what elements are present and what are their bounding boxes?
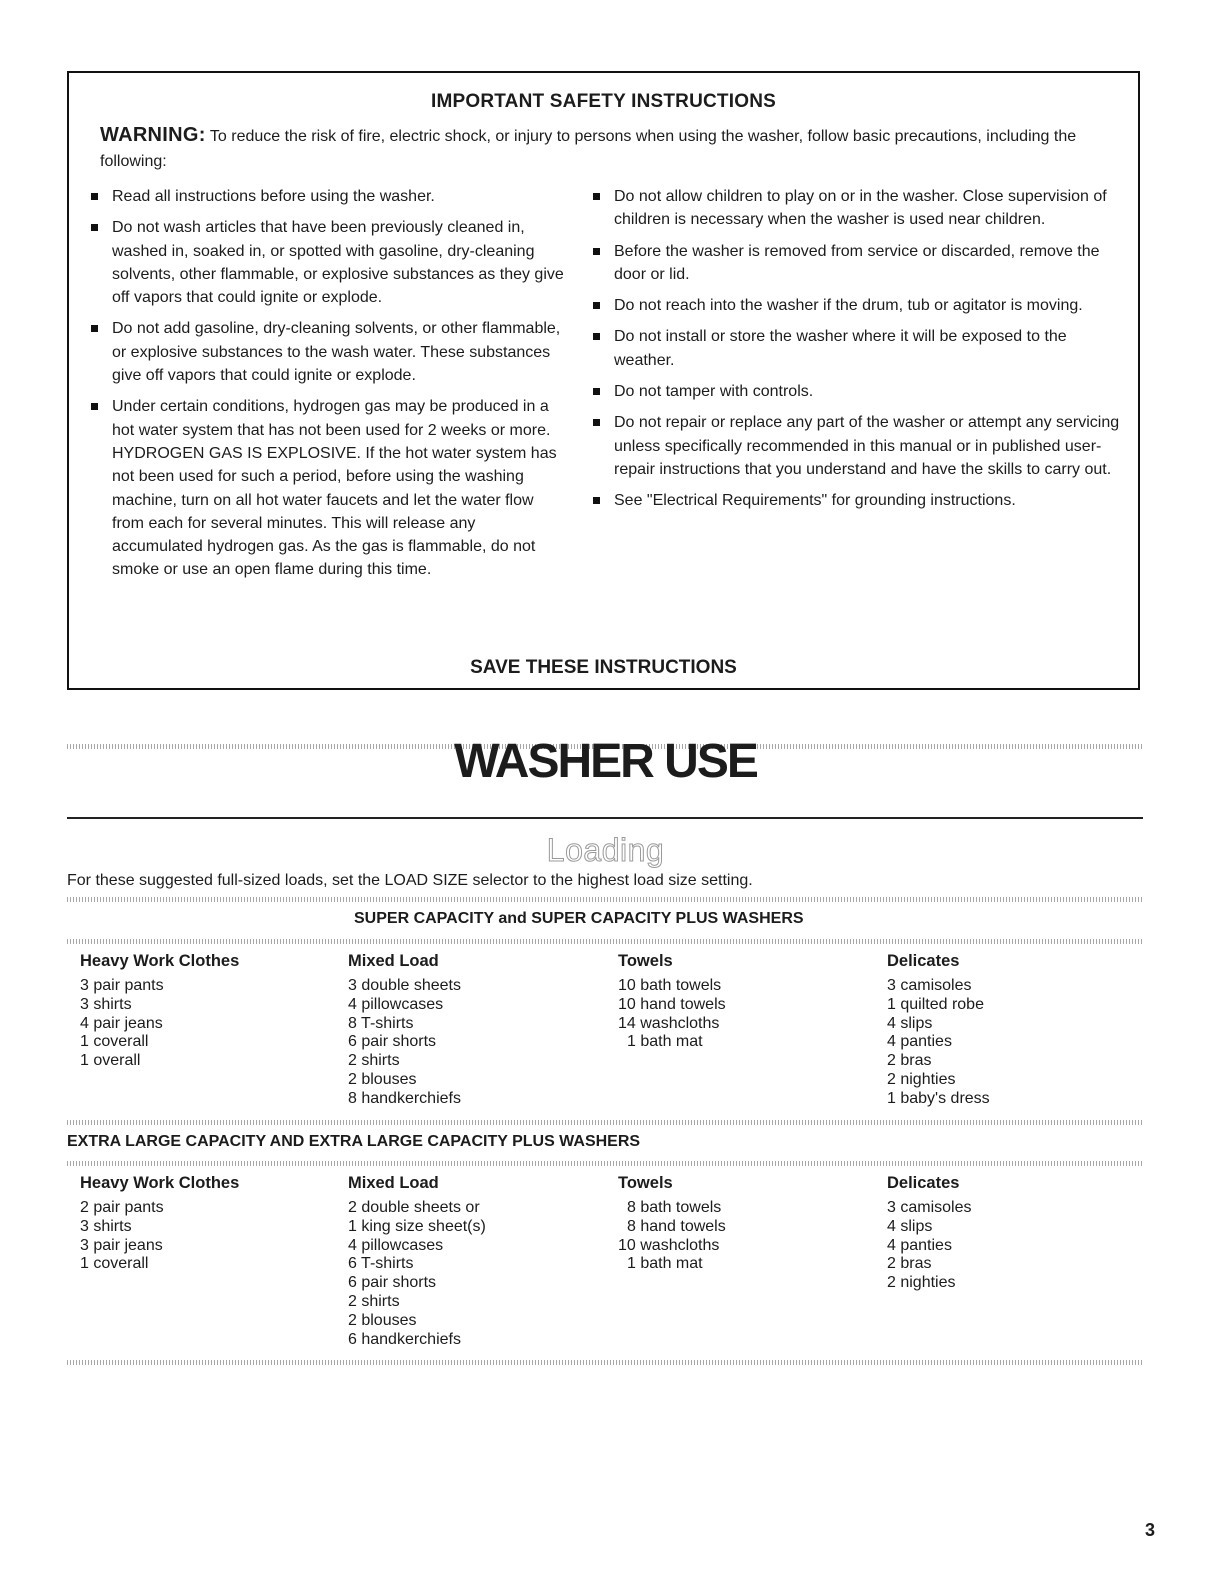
section-title: WASHER USE [454, 735, 757, 788]
warning-statement [100, 123, 1114, 174]
list-item: 3 camisoles [887, 977, 972, 994]
list-item: 3 pair pants [80, 977, 164, 994]
list-item: 1 bath mat [627, 1033, 703, 1051]
column-header: Towels [618, 1174, 673, 1192]
list-item: 2 pair pants [80, 1199, 164, 1216]
list-item: 4 slips [887, 1014, 933, 1032]
list-item: 2 nighties [887, 1070, 956, 1088]
list-item: 8 T-shirts [348, 1014, 414, 1032]
safety-item: Before the washer is removed from service or discarded, remove the door or lid. [590, 240, 1120, 287]
list-item: 3 pair jeans [80, 1236, 163, 1254]
list-item: 1 coverall [80, 1033, 149, 1051]
list-item: 1 overall [80, 1052, 141, 1070]
list-item: 3 camisoles [887, 1199, 972, 1216]
list-item: 4 pair jeans [80, 1014, 163, 1032]
bullet-icon [91, 403, 98, 410]
bullet-icon [593, 333, 600, 340]
list-item: 2 bras [887, 1052, 932, 1070]
list-item: 8 bath towels [627, 1199, 722, 1216]
bullet-icon [593, 193, 600, 200]
safety-item: Do not reach into the washer if the drum, tub or agitator is moving. [590, 294, 1120, 317]
list-item: 8 handkerchiefs [348, 1089, 461, 1107]
load-list [618, 977, 726, 1052]
hatched-divider [67, 939, 1143, 944]
save-instructions-label: SAVE THESE INSTRUCTIONS [470, 657, 737, 678]
list-item: 10 washcloths [618, 1236, 720, 1254]
hatched-divider [67, 1161, 1143, 1166]
load-list [887, 977, 990, 1109]
list-item: 10 bath towels [618, 977, 722, 994]
safety-item: Under certain conditions, hydrogen gas may be produced in a hot water system that has not been used for 2 weeks or more. HYDROGEN GAS IS EXPLOSIVE. If the hot water system has not been used for such a period, before using the washing machine, turn on all hot water faucets and let the water flow from each for several minutes. This will release any accumulated hydrogen gas. As the gas is flammable, do not smoke or use an open flame during this time. [88, 395, 568, 581]
list-item: 4 panties [887, 1033, 952, 1051]
safety-item: See "Electrical Requirements" for grounding instructions. [590, 489, 1120, 512]
bullet-icon [593, 302, 600, 309]
warning-text: To reduce the risk of fire, electric shock, or injury to persons when using the washer, follow basic precautions, including the following: [100, 128, 1077, 170]
column-header: Delicates [887, 952, 960, 970]
list-item: 10 hand towels [618, 995, 726, 1013]
list-item: 2 shirts [348, 1052, 400, 1070]
list-item: 4 pillowcases [348, 1236, 444, 1254]
column-header: Heavy Work Clothes [80, 1174, 240, 1192]
table-heading: SUPER CAPACITY and SUPER CAPACITY PLUS WASHERS [354, 910, 804, 927]
column-header: Heavy Work Clothes [80, 952, 240, 970]
load-list [80, 977, 164, 1071]
list-item: 1 coverall [80, 1255, 149, 1273]
load-list [887, 1199, 971, 1293]
list-item: 1 king size sheet(s) [348, 1217, 486, 1235]
load-list [618, 1199, 726, 1274]
warning-label: WARNING: [100, 124, 206, 146]
hatched-divider [67, 1120, 1143, 1125]
bullet-icon [91, 224, 98, 231]
list-item: 14 washcloths [618, 1014, 720, 1032]
load-list [348, 1199, 486, 1349]
list-item: 3 shirts [80, 995, 132, 1013]
list-item: 6 pair shorts [348, 1274, 437, 1292]
bullet-icon [593, 497, 600, 504]
column-header: Mixed Load [348, 1174, 439, 1192]
safety-item: Do not repair or replace any part of the washer or attempt any servicing unless specifically recommended in this manual or in published user-repair instructions that you understand and have the skills to carry out. [590, 411, 1120, 481]
safety-item: Do not tamper with controls. [590, 380, 1120, 403]
safety-item: Do not allow children to play on or in the washer. Close supervision of children is necessary when the washer is used near children. [590, 185, 1120, 232]
bullet-icon [593, 419, 600, 426]
safety-item: Do not add gasoline, dry-cleaning solvents, or other flammable, or explosive substances to the wash water. These substances give off vapors that could ignite or explode. [88, 317, 568, 387]
table-heading: EXTRA LARGE CAPACITY AND EXTRA LARGE CAPACITY PLUS WASHERS [67, 1133, 641, 1150]
list-item: 2 double sheets or [348, 1199, 480, 1216]
list-item: 2 bras [887, 1255, 932, 1273]
bullet-icon [593, 248, 600, 255]
column-header: Towels [618, 952, 673, 970]
subsection-title: Loading [546, 832, 665, 868]
list-item: 1 quilted robe [887, 995, 984, 1013]
load-list [348, 977, 461, 1109]
safety-title: IMPORTANT SAFETY INSTRUCTIONS [431, 91, 776, 112]
list-item: 4 pillowcases [348, 995, 444, 1013]
bullet-icon [593, 388, 600, 395]
list-item: 1 bath mat [627, 1255, 703, 1273]
list-item: 3 double sheets [348, 977, 461, 994]
section-rule [67, 817, 1143, 819]
safety-item: Do not install or store the washer where it will be exposed to the weather. [590, 325, 1120, 372]
list-item: 2 blouses [348, 1311, 417, 1329]
column-header: Mixed Load [348, 952, 439, 970]
list-item: 6 T-shirts [348, 1255, 414, 1273]
list-item: 2 shirts [348, 1292, 400, 1310]
safety-item: Read all instructions before using the washer. [88, 185, 568, 208]
list-item: 3 shirts [80, 1217, 132, 1235]
list-item: 6 handkerchiefs [348, 1330, 461, 1348]
column-header: Delicates [887, 1174, 960, 1192]
list-item: 1 baby's dress [887, 1089, 990, 1107]
hatched-divider [67, 1360, 1143, 1365]
page-number: 3 [1144, 1520, 1155, 1540]
list-item: 6 pair shorts [348, 1033, 437, 1051]
hatched-divider [67, 897, 1143, 902]
safety-list-right [590, 185, 1120, 521]
list-item: 8 hand towels [627, 1217, 726, 1235]
list-item: 2 nighties [887, 1274, 956, 1292]
bullet-icon [91, 325, 98, 332]
loading-intro: For these suggested full-sized loads, set the LOAD SIZE selector to the highest load size setting. [67, 872, 753, 889]
list-item: 2 blouses [348, 1070, 417, 1088]
safety-item: Do not wash articles that have been previously cleaned in, washed in, soaked in, or spotted with gasoline, dry-cleaning solvents, other flammable, or explosive substances as they give off vapors that could ignite or explode. [88, 216, 568, 309]
load-list [80, 1199, 164, 1274]
safety-instructions-box [67, 71, 1140, 690]
list-item: 4 slips [887, 1217, 933, 1235]
safety-list-left [88, 185, 568, 590]
list-item: 4 panties [887, 1236, 952, 1254]
bullet-icon [91, 193, 98, 200]
